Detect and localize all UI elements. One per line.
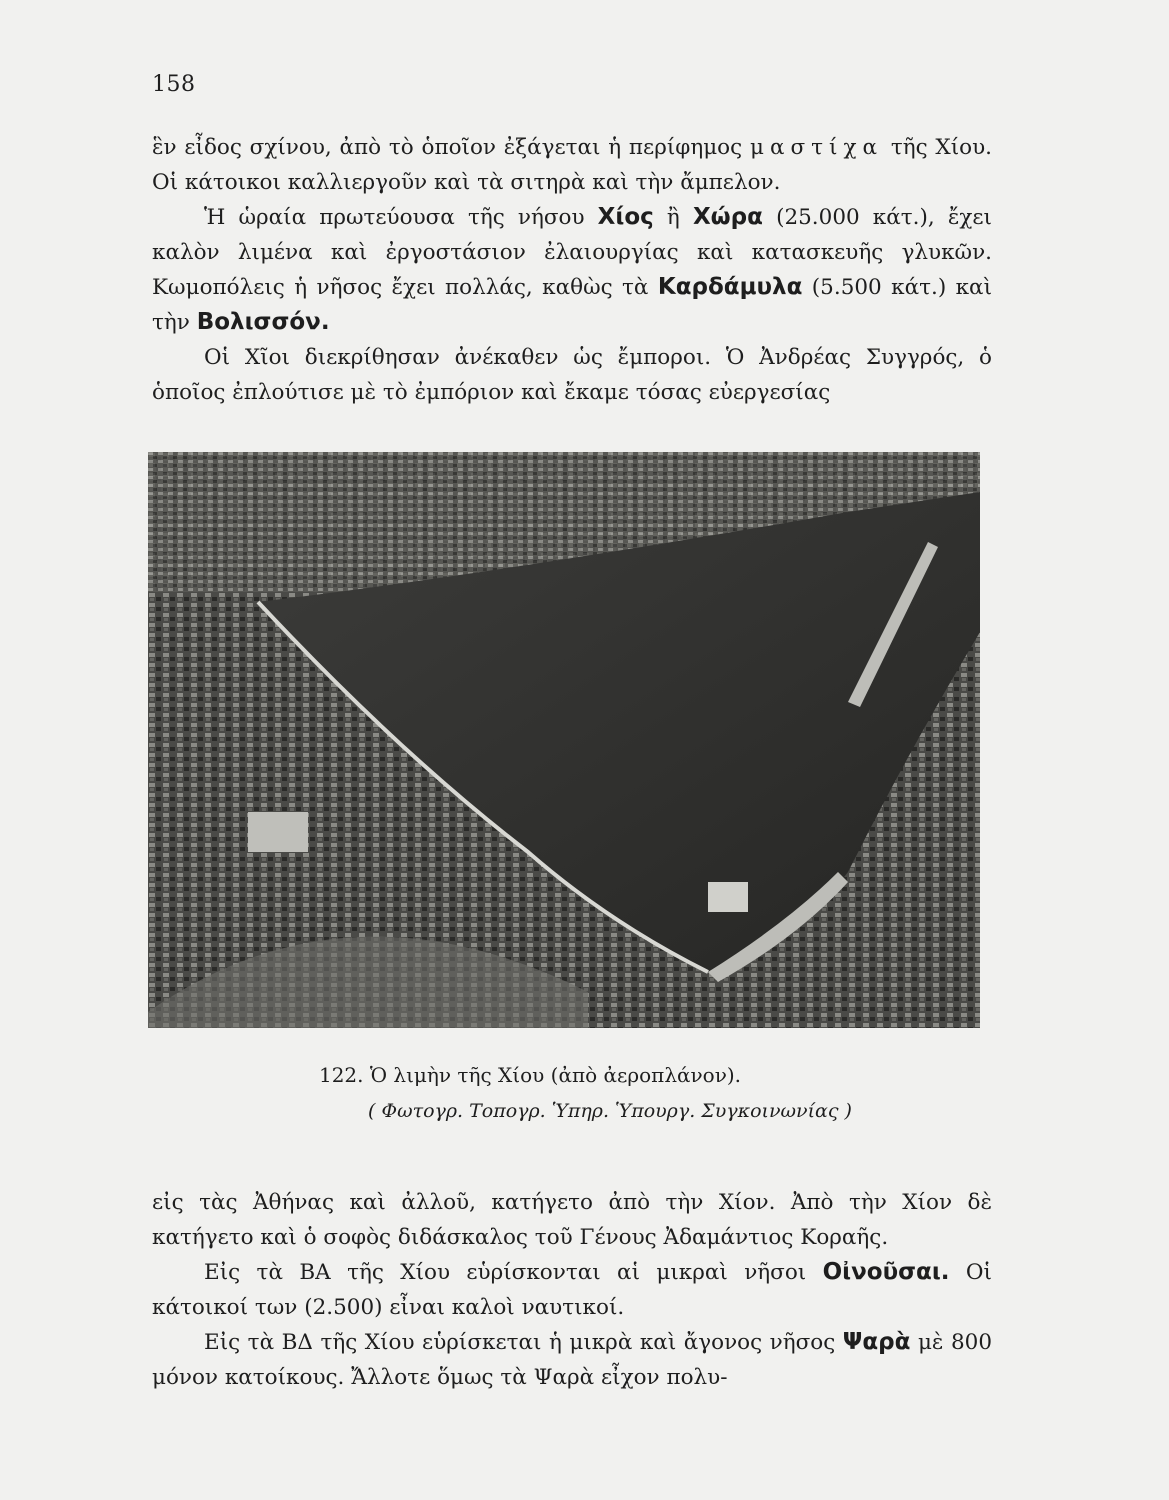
bottom-text-block bbox=[152, 1185, 992, 1395]
volissos-name: Βολισσόν. bbox=[196, 309, 330, 335]
figure-credit: ( Φωτογρ. Τοπογρ. Ὑπηρ. Ὑπουργ. Συγκοινωνίας ) bbox=[368, 1100, 852, 1122]
paragraph-korais: εἰς τὰς Ἀθήνας καὶ ἀλλοῦ, κατήγετο ἀπὸ τὴν Χίον. Ἀπὸ τὴν Χίον δὲ κατήγετο καὶ ὁ σοφὸς διδάσκαλος τοῦ Γένους Ἀδαμάντιος Κοραῆς. bbox=[152, 1190, 992, 1250]
kardamyla-name: Καρδάμυλα bbox=[657, 274, 803, 300]
psara-text-a: Εἰς τὰ ΒΔ τῆς Χίου εὑρίσκεται ἡ μικρὰ καὶ ἄγονος νῆσος bbox=[204, 1330, 836, 1355]
capital-text-b: ἢ bbox=[666, 205, 680, 230]
harbor-aerial-photo bbox=[148, 452, 980, 1028]
oinousses-name: Οἰνοῦσαι. bbox=[822, 1259, 950, 1285]
mastiha-term: μαστίχα bbox=[749, 135, 884, 160]
capital-text-a: Ἡ ὡραία πρωτεύουσα τῆς νήσου bbox=[204, 205, 585, 230]
paragraph-mastiha bbox=[152, 130, 992, 200]
chora-name: Χώρα bbox=[692, 204, 763, 230]
top-text-block bbox=[152, 130, 992, 410]
paragraph-capital bbox=[152, 200, 992, 340]
psara-text-b: μὲ 800 μόνον κατοίκους. Ἄλλοτε ὅμως τὰ Ψαρὰ εἶχον πολυ- bbox=[152, 1330, 993, 1390]
paragraph-merchants: Οἱ Χῖοι διεκρίθησαν ἀνέκαθεν ὡς ἔμποροι. Ὁ Ἀνδρέας Συγγρός, ὁ ὁποῖος ἐπλούτισε μὲ τὸ ἐμπόριον καὶ ἔκαμε τόσας εὐεργεσίας bbox=[152, 345, 992, 405]
oinousses-text-a: Εἰς τὰ ΒΑ τῆς Χίου εὑρίσκονται αἱ μικραὶ νῆσοι bbox=[204, 1260, 807, 1285]
page-number: 158 bbox=[152, 72, 196, 97]
capital-text-c: (25.000 κάτ.), ἔχει καλὸν λιμένα καὶ ἐργοστάσιον ἐλαιουργίας καὶ κατασκευῆς γλυκῶν. Κωμοπόλεις ἡ νῆσος ἔχει πολλάς, καθὼς τὰ bbox=[152, 205, 992, 300]
paragraph-psara bbox=[152, 1325, 992, 1395]
figure-caption: 122. Ὁ λιμὴν τῆς Χίου (ἀπὸ ἀεροπλάνον). bbox=[318, 1063, 742, 1087]
capital-text-d: (5.500 κάτ.) καὶ τὴν bbox=[152, 275, 992, 335]
mastiha-text-end: τῆς Χίου. Οἱ κάτοικοι καλλιεργοῦν καὶ τὰ σιτηρὰ καὶ τὴν ἄμπελον. bbox=[152, 135, 992, 195]
chios-name: Χίος bbox=[597, 204, 654, 230]
harbor-photo-drawing bbox=[148, 452, 980, 1028]
paragraph-oinousses bbox=[152, 1255, 992, 1325]
oinousses-text-b: Οἱ κάτοικοί των (2.500) εἶναι καλοὶ ναυτικοί. bbox=[152, 1260, 992, 1320]
mastiha-text: ἓν εἶδος σχίνου, ἀπὸ τὸ ὁποῖον ἐξάγεται ἡ περίφημος bbox=[152, 135, 743, 160]
psara-name: Ψαρὰ bbox=[842, 1329, 911, 1355]
